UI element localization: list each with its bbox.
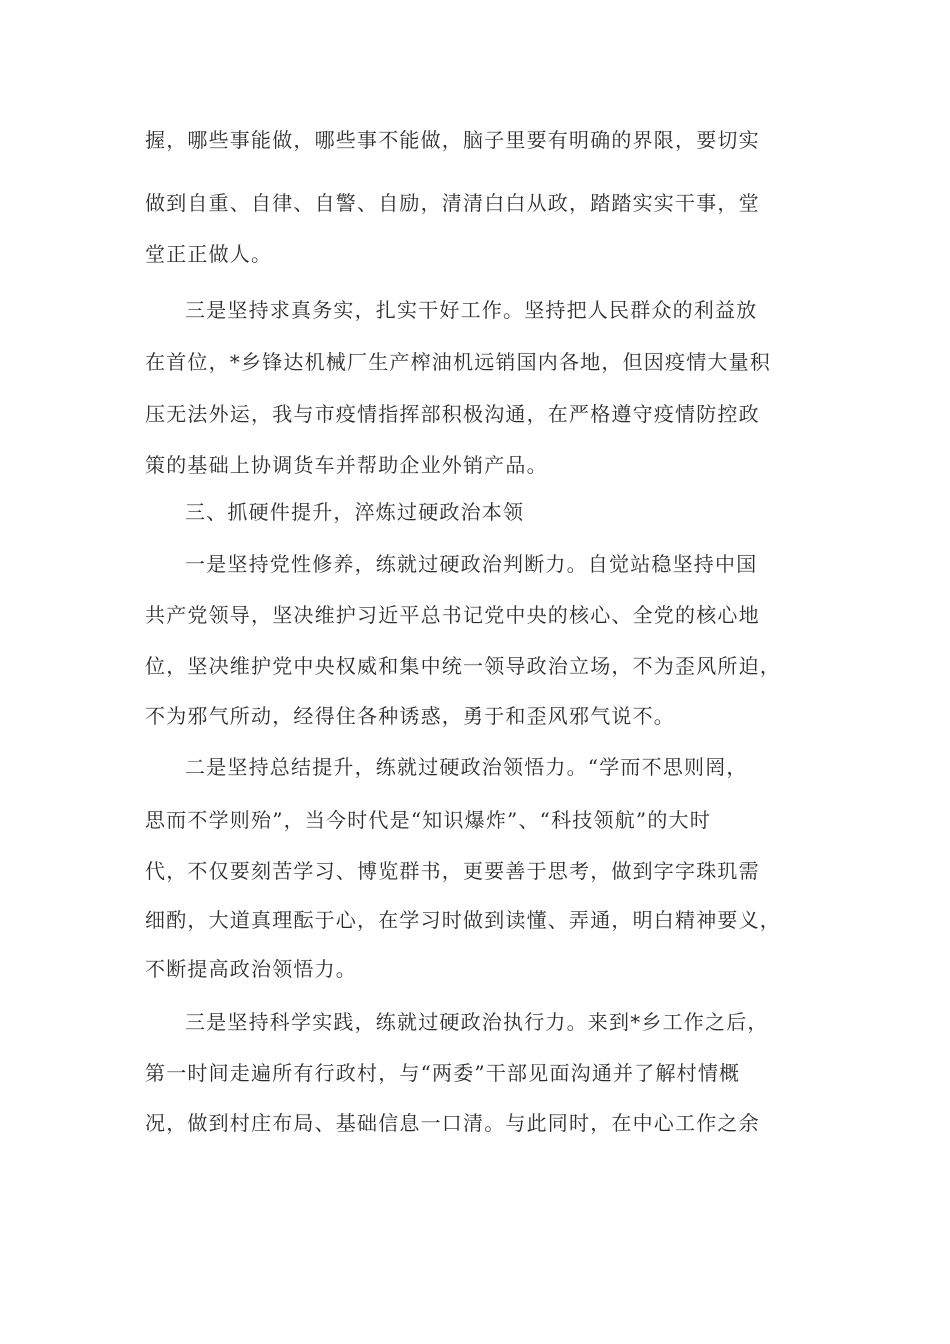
text-line: 代，不仅要刻苦学习、博览群书，更要善于思考，做到字字珠玑需 [145, 859, 760, 883]
text-line: 不断提高政治领悟力。 [145, 957, 357, 981]
text-line: 共产党领导，坚决维护习近平总书记党中央的核心、全党的核心地 [145, 603, 760, 627]
text-line: 位，坚决维护党中央权威和集中统一领导政治立场，不为歪风所迫， [145, 654, 781, 678]
text-line: 握，哪些事能做，哪些事不能做，脑子里要有明确的界限，要切实 [145, 128, 760, 152]
section-heading: 三、抓硬件提升，淬炼过硬政治本领 [185, 500, 525, 524]
text-line: 做到自重、自律、自警、自励，清清白白从政，踏踏实实干事，堂 [145, 191, 760, 215]
text-line: 压无法外运，我与市疫情指挥部积极沟通，在严格遵守疫情防控政 [145, 402, 760, 426]
text-line: 况，做到村庄布局、基础信息一口清。与此同时，在中心工作之余 [145, 1111, 760, 1135]
text-line: 思而不学则殆”，当今时代是“知识爆炸”、“科技领航”的大时 [145, 808, 711, 832]
paragraph-start-line: 三是坚持求真务实，扎实干好工作。坚持把人民群众的利益放 [185, 298, 758, 322]
text-line: 细酌，大道真理酝于心，在学习时做到读懂、弄通，明白精神要义， [145, 908, 781, 932]
paragraph-start-line: 三是坚持科学实践，练就过硬政治执行力。来到*乡工作之后， [185, 1010, 769, 1034]
text-line: 策的基础上协调货车并帮助企业外销产品。 [145, 453, 548, 477]
paragraph-start-line: 一是坚持党性修养，练就过硬政治判断力。自觉站稳坚持中国 [185, 552, 758, 576]
text-line: 堂正正做人。 [145, 242, 273, 266]
text-line: 在首位，*乡锋达机械厂生产榨油机远销国内各地，但因疫情大量积 [145, 350, 771, 374]
paragraph-start-line: 二是坚持总结提升，练就过硬政治领悟力。“学而不思则罔， [185, 755, 748, 779]
text-line: 不为邪气所动，经得住各种诱惑，勇于和歪风邪气说不。 [145, 704, 675, 728]
text-line: 第一时间走遍所有行政村，与“两委”干部见面沟通并了解村情概 [145, 1061, 741, 1085]
